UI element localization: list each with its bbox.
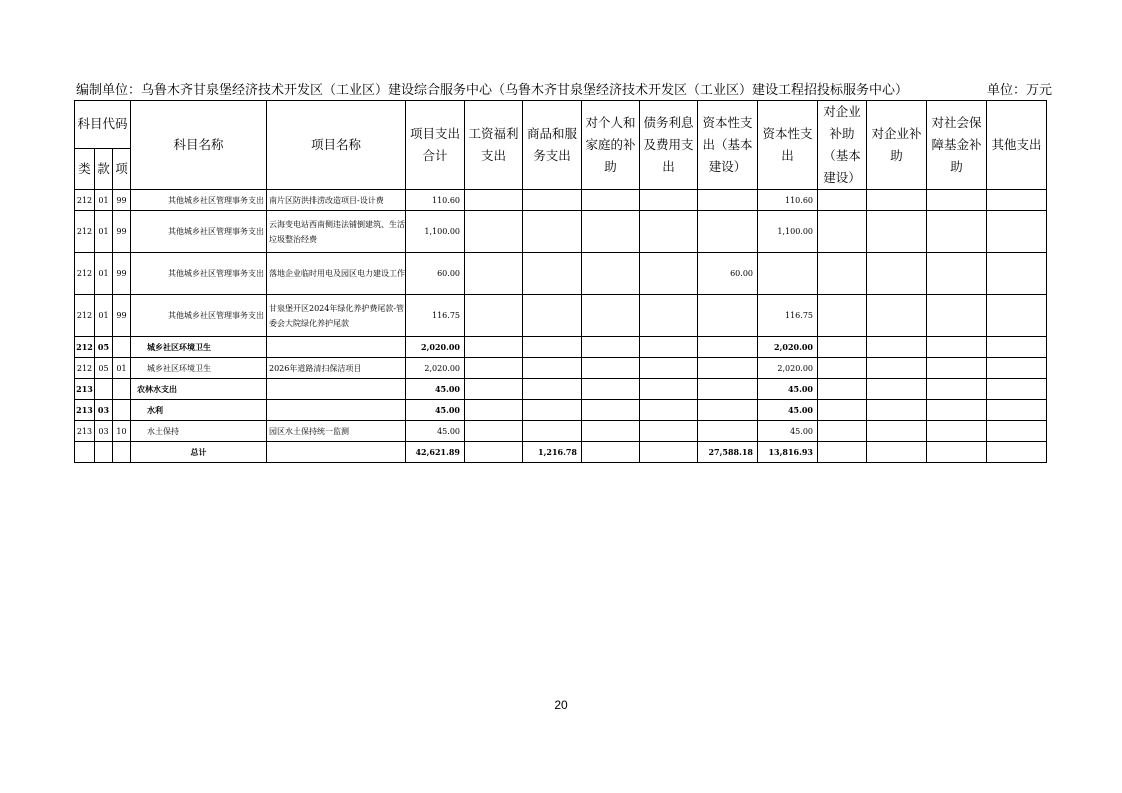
cell-lei: 213 xyxy=(75,400,95,421)
cell-wages xyxy=(465,400,523,421)
cell-capital-basic xyxy=(698,379,758,400)
cell-capital: 45.00 xyxy=(758,400,818,421)
cell-capital-basic xyxy=(698,211,758,253)
cell-xiang: 99 xyxy=(113,295,131,337)
col-debt: 债务利息及费用支出 xyxy=(640,101,698,190)
cell-debt xyxy=(640,442,698,463)
cell-enterprise-basic xyxy=(818,358,867,379)
table-row xyxy=(75,253,1047,295)
cell-project xyxy=(267,379,406,400)
cell-capital-basic: 60.00 xyxy=(698,253,758,295)
cell-subject: 城乡社区环境卫生 xyxy=(131,358,267,379)
cell-wages xyxy=(465,442,523,463)
cell-subject: 其他城乡社区管理事务支出 xyxy=(131,295,267,337)
cell-social xyxy=(927,358,987,379)
cell-other xyxy=(987,190,1047,211)
cell-kuan: 01 xyxy=(95,253,113,295)
col-code-group: 科目代码 xyxy=(75,101,131,149)
col-project-name: 项目名称 xyxy=(267,101,406,190)
cell-enterprise-basic xyxy=(818,253,867,295)
table-row xyxy=(75,211,1047,253)
cell-other xyxy=(987,358,1047,379)
cell-lei: 212 xyxy=(75,211,95,253)
compiling-unit-label: 编制单位：乌鲁木齐甘泉堡经济技术开发区（工业区）建设综合服务中心（乌鲁木齐甘泉堡经济技术开发区（工业区）建设工程招投标服务中心） xyxy=(76,83,909,98)
cell-goods xyxy=(523,379,582,400)
cell-enterprise-basic xyxy=(818,295,867,337)
cell-debt xyxy=(640,190,698,211)
cell-social xyxy=(927,295,987,337)
cell-enterprise-basic xyxy=(818,400,867,421)
table-row xyxy=(75,421,1047,442)
cell-individual xyxy=(582,211,640,253)
cell-individual xyxy=(582,442,640,463)
cell-enterprise xyxy=(867,253,927,295)
cell-project: 甘泉堡开区2024年绿化养护费尾款-管委会大院绿化养护尾款 xyxy=(267,295,406,337)
cell-kuan: 05 xyxy=(95,337,113,358)
cell-social xyxy=(927,190,987,211)
cell-other xyxy=(987,421,1047,442)
cell-lei: 212 xyxy=(75,358,95,379)
cell-wages xyxy=(465,358,523,379)
cell-total: 60.00 xyxy=(406,253,465,295)
cell-social xyxy=(927,442,987,463)
cell-lei xyxy=(75,442,95,463)
cell-capital: 2,020.00 xyxy=(758,337,818,358)
cell-subject: 其他城乡社区管理事务支出 xyxy=(131,190,267,211)
cell-enterprise-basic xyxy=(818,337,867,358)
cell-debt xyxy=(640,358,698,379)
cell-debt xyxy=(640,400,698,421)
table-row xyxy=(75,337,1047,358)
cell-lei: 213 xyxy=(75,379,95,400)
cell-social xyxy=(927,400,987,421)
cell-social xyxy=(927,421,987,442)
cell-kuan: 05 xyxy=(95,358,113,379)
cell-debt xyxy=(640,379,698,400)
cell-xiang: 99 xyxy=(113,190,131,211)
cell-enterprise-basic xyxy=(818,211,867,253)
col-other: 其他支出 xyxy=(987,101,1047,190)
cell-lei: 212 xyxy=(75,190,95,211)
cell-xiang: 10 xyxy=(113,421,131,442)
cell-social xyxy=(927,337,987,358)
cell-goods xyxy=(523,337,582,358)
col-capital-basic: 资本性支出（基本建设） xyxy=(698,101,758,190)
col-capital: 资本性支出 xyxy=(758,101,818,190)
cell-debt xyxy=(640,337,698,358)
cell-wages xyxy=(465,190,523,211)
cell-social xyxy=(927,253,987,295)
cell-individual xyxy=(582,253,640,295)
cell-debt xyxy=(640,253,698,295)
cell-goods xyxy=(523,358,582,379)
col-goods: 商品和服务支出 xyxy=(523,101,582,190)
cell-kuan: 03 xyxy=(95,421,113,442)
cell-enterprise-basic xyxy=(818,190,867,211)
table-row xyxy=(75,358,1047,379)
cell-subject: 其他城乡社区管理事务支出 xyxy=(131,253,267,295)
currency-unit-label: 单位：万元 xyxy=(986,83,1052,98)
cell-xiang xyxy=(113,337,131,358)
cell-project: 南片区防洪排涝改造项目-设计费 xyxy=(267,190,406,211)
cell-xiang xyxy=(113,442,131,463)
cell-other xyxy=(987,379,1047,400)
cell-enterprise xyxy=(867,211,927,253)
cell-project xyxy=(267,442,406,463)
cell-wages xyxy=(465,421,523,442)
col-subject-name: 科目名称 xyxy=(131,101,267,190)
cell-total: 1,100.00 xyxy=(406,211,465,253)
cell-capital-basic xyxy=(698,295,758,337)
cell-goods xyxy=(523,211,582,253)
cell-kuan: 01 xyxy=(95,190,113,211)
cell-capital: 1,100.00 xyxy=(758,211,818,253)
cell-total: 45.00 xyxy=(406,421,465,442)
cell-enterprise xyxy=(867,442,927,463)
cell-capital xyxy=(758,253,818,295)
table-row xyxy=(75,190,1047,211)
col-wages: 工资福利支出 xyxy=(465,101,523,190)
cell-goods xyxy=(523,400,582,421)
cell-capital-basic xyxy=(698,400,758,421)
cell-enterprise xyxy=(867,190,927,211)
cell-capital-basic xyxy=(698,337,758,358)
cell-kuan: 03 xyxy=(95,400,113,421)
cell-enterprise-basic xyxy=(818,421,867,442)
cell-enterprise xyxy=(867,358,927,379)
cell-other xyxy=(987,295,1047,337)
cell-subject: 水土保持 xyxy=(131,421,267,442)
cell-enterprise xyxy=(867,379,927,400)
cell-capital: 110.60 xyxy=(758,190,818,211)
cell-other xyxy=(987,442,1047,463)
cell-project xyxy=(267,400,406,421)
cell-project xyxy=(267,337,406,358)
cell-other xyxy=(987,400,1047,421)
cell-capital: 2,020.00 xyxy=(758,358,818,379)
col-individual: 对个人和家庭的补助 xyxy=(582,101,640,190)
cell-xiang xyxy=(113,400,131,421)
cell-subject: 城乡社区环境卫生 xyxy=(131,337,267,358)
col-kuan: 款 xyxy=(95,148,113,189)
cell-subject: 其他城乡社区管理事务支出 xyxy=(131,211,267,253)
cell-capital: 45.00 xyxy=(758,421,818,442)
cell-total: 116.75 xyxy=(406,295,465,337)
cell-debt xyxy=(640,211,698,253)
cell-other xyxy=(987,253,1047,295)
cell-total: 45.00 xyxy=(406,379,465,400)
cell-individual xyxy=(582,400,640,421)
cell-lei: 212 xyxy=(75,253,95,295)
cell-total: 42,621.89 xyxy=(406,442,465,463)
cell-subject: 水利 xyxy=(131,400,267,421)
cell-capital-basic: 27,588.18 xyxy=(698,442,758,463)
cell-enterprise-basic xyxy=(818,442,867,463)
table-row xyxy=(75,295,1047,337)
cell-individual xyxy=(582,379,640,400)
cell-xiang: 99 xyxy=(113,211,131,253)
cell-wages xyxy=(465,379,523,400)
cell-goods xyxy=(523,190,582,211)
cell-total: 110.60 xyxy=(406,190,465,211)
col-total: 项目支出合计 xyxy=(406,101,465,190)
cell-kuan xyxy=(95,379,113,400)
cell-individual xyxy=(582,337,640,358)
page-number: 20 xyxy=(554,698,568,712)
cell-project: 2026年道路清扫保洁项目 xyxy=(267,358,406,379)
cell-individual xyxy=(582,295,640,337)
cell-subject: 农林水支出 xyxy=(131,379,267,400)
col-social: 对社会保障基金补助 xyxy=(927,101,987,190)
cell-total: 2,020.00 xyxy=(406,358,465,379)
cell-kuan xyxy=(95,442,113,463)
cell-enterprise-basic xyxy=(818,379,867,400)
cell-kuan: 01 xyxy=(95,211,113,253)
col-xiang: 项 xyxy=(113,148,131,189)
cell-wages xyxy=(465,253,523,295)
cell-wages xyxy=(465,337,523,358)
cell-wages xyxy=(465,211,523,253)
cell-capital-basic xyxy=(698,358,758,379)
cell-lei: 212 xyxy=(75,295,95,337)
cell-debt xyxy=(640,295,698,337)
cell-wages xyxy=(465,295,523,337)
cell-lei: 212 xyxy=(75,337,95,358)
cell-lei: 213 xyxy=(75,421,95,442)
cell-xiang: 01 xyxy=(113,358,131,379)
total-label: 总计 xyxy=(131,442,267,463)
cell-goods xyxy=(523,253,582,295)
cell-goods xyxy=(523,295,582,337)
cell-capital: 45.00 xyxy=(758,379,818,400)
cell-project: 落地企业临时用电及园区电力建设工作 xyxy=(267,253,406,295)
cell-xiang xyxy=(113,379,131,400)
col-enterprise-basic: 对企业补助（基本建设） xyxy=(818,101,867,190)
cell-enterprise xyxy=(867,337,927,358)
budget-table xyxy=(74,100,1047,463)
cell-other xyxy=(987,337,1047,358)
cell-capital: 13,816.93 xyxy=(758,442,818,463)
total-row xyxy=(75,442,1047,463)
cell-goods xyxy=(523,421,582,442)
cell-individual xyxy=(582,190,640,211)
cell-capital-basic xyxy=(698,190,758,211)
cell-enterprise xyxy=(867,400,927,421)
table-row xyxy=(75,379,1047,400)
cell-enterprise xyxy=(867,295,927,337)
cell-individual xyxy=(582,421,640,442)
table-row xyxy=(75,400,1047,421)
cell-project: 园区水土保持统一监测 xyxy=(267,421,406,442)
cell-goods: 1,216.78 xyxy=(523,442,582,463)
cell-debt xyxy=(640,421,698,442)
col-lei: 类 xyxy=(75,148,95,189)
cell-enterprise xyxy=(867,421,927,442)
col-enterprise: 对企业补助 xyxy=(867,101,927,190)
cell-total: 2,020.00 xyxy=(406,337,465,358)
cell-individual xyxy=(582,358,640,379)
cell-xiang: 99 xyxy=(113,253,131,295)
cell-capital: 116.75 xyxy=(758,295,818,337)
cell-capital-basic xyxy=(698,421,758,442)
cell-social xyxy=(927,379,987,400)
cell-social xyxy=(927,211,987,253)
cell-kuan: 01 xyxy=(95,295,113,337)
cell-total: 45.00 xyxy=(406,400,465,421)
cell-project: 云海变电站西南侧违法铺倒建筑、生活垃圾整治经费 xyxy=(267,211,406,253)
cell-other xyxy=(987,211,1047,253)
